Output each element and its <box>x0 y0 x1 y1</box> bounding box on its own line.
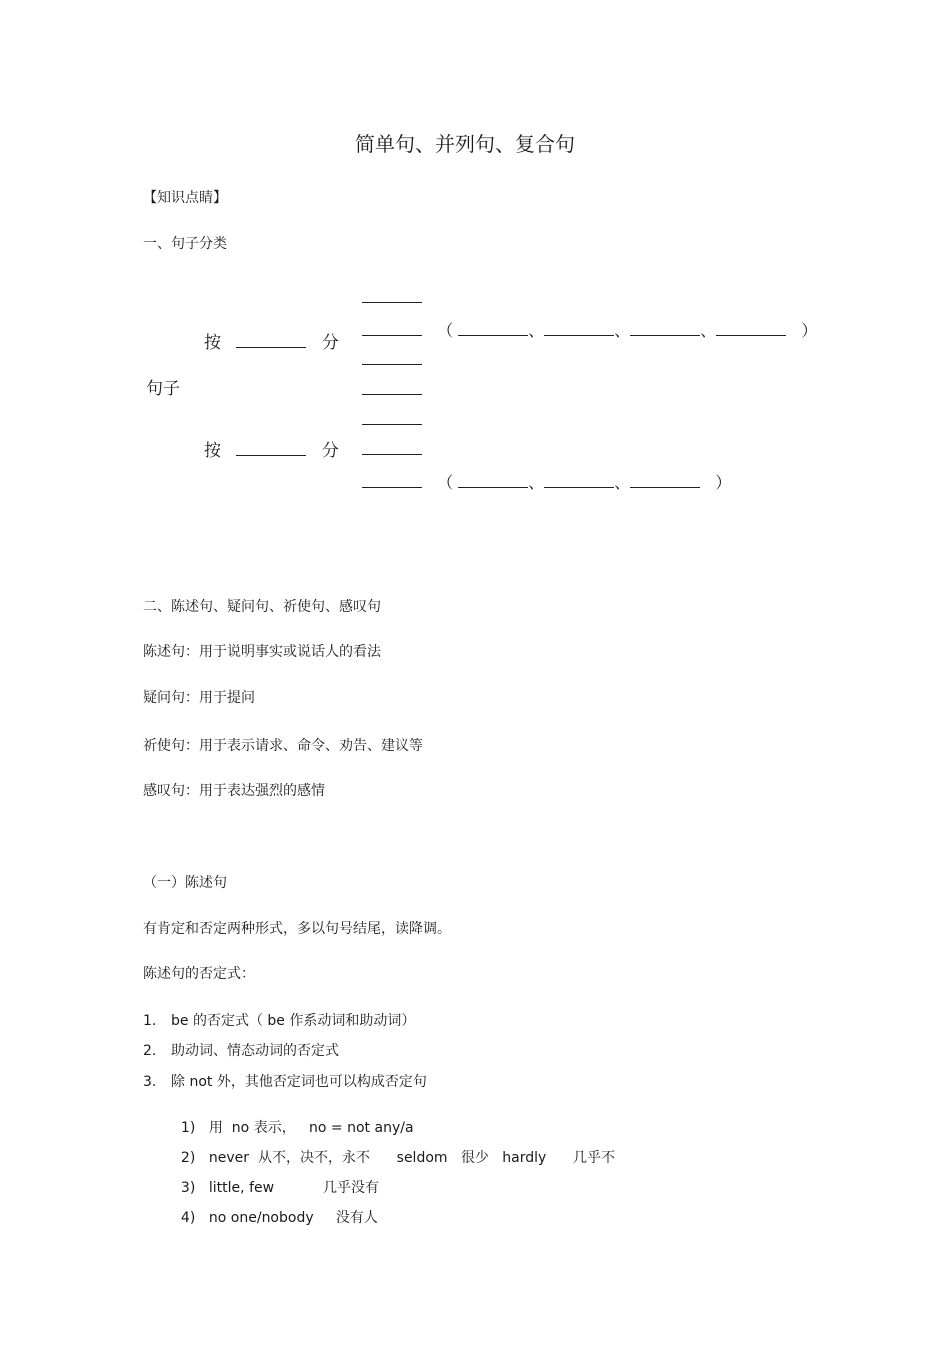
sub-list-number: 2) <box>180 1150 196 1166</box>
list-item <box>143 1071 427 1091</box>
open-paren: （ <box>437 473 454 492</box>
sub-list-text: little, few 几乎没有 <box>208 1180 380 1196</box>
sub-list-number: 1) <box>180 1120 196 1136</box>
by-prefix: 按 <box>204 441 221 461</box>
separator: 、 <box>700 321 717 340</box>
branch2-label <box>204 436 339 461</box>
section1-heading: 一、句子分类 <box>143 236 227 252</box>
close-paren: ） <box>715 473 732 492</box>
sub-list-text: 用 no 表示， no = not any/a <box>208 1120 414 1136</box>
by-suffix: 分 <box>321 441 339 461</box>
blank-line <box>362 288 422 307</box>
list-number: 1. <box>143 1013 157 1029</box>
separator: 、 <box>528 321 545 340</box>
page-title: 简单句、并列句、复合句 <box>355 132 575 156</box>
list-item <box>143 1010 415 1030</box>
section3-heading: （一）陈述句 <box>143 875 227 891</box>
sentence-type-item: 疑问句：用于提问 <box>143 690 255 706</box>
section3-intro: 有肯定和否定两种形式，多以句号结尾，读降调。 <box>143 921 451 937</box>
open-paren: （ <box>437 321 454 340</box>
blank <box>236 441 306 456</box>
list-number: 2. <box>143 1043 157 1059</box>
branch1-label <box>204 328 339 353</box>
blank-line <box>362 350 422 369</box>
sentence-type-item: 陈述句：用于说明事实或说话人的看法 <box>143 644 381 660</box>
list-number: 3. <box>143 1074 157 1090</box>
separator: 、 <box>614 321 631 340</box>
separator: 、 <box>614 473 631 492</box>
blank <box>236 333 306 348</box>
separator: 、 <box>528 473 545 492</box>
sub-list-text: never 从不，决不，永不 seldom 很少 hardly 几乎不 <box>208 1150 615 1166</box>
blank-line <box>362 380 422 399</box>
sub-list-text: no one/nobody 没有人 <box>208 1210 378 1226</box>
sentence-type-item: 感叹句：用于表达强烈的感情 <box>143 783 325 799</box>
list-text: 助动词、情态动词的否定式 <box>171 1043 339 1059</box>
blank-line <box>362 440 422 459</box>
blank-line <box>362 410 422 429</box>
by-suffix: 分 <box>321 333 339 353</box>
sub-list-number: 3) <box>180 1180 196 1196</box>
root-label: 句子 <box>146 379 180 399</box>
by-prefix: 按 <box>204 333 221 353</box>
sub-list-number: 4) <box>180 1210 196 1226</box>
section2-heading: 二、陈述句、疑问句、祈使句、感叹句 <box>143 599 381 615</box>
sentence-type-item: 祈使句：用于表示请求、命令、劝告、建议等 <box>143 738 423 754</box>
blank-line-with-options <box>362 318 817 341</box>
blank-line-with-options <box>362 470 731 493</box>
sub-list-item <box>172 1191 378 1227</box>
list-text: 除 not 外，其他否定词也可以构成否定句 <box>171 1074 427 1090</box>
list-item <box>143 1040 339 1060</box>
close-paren: ） <box>801 321 818 340</box>
negative-form-title: 陈述句的否定式： <box>143 966 255 982</box>
knowledge-header: 【知识点睛】 <box>143 190 227 206</box>
list-text: be 的否定式（ be 作系动词和助动词） <box>171 1013 416 1029</box>
